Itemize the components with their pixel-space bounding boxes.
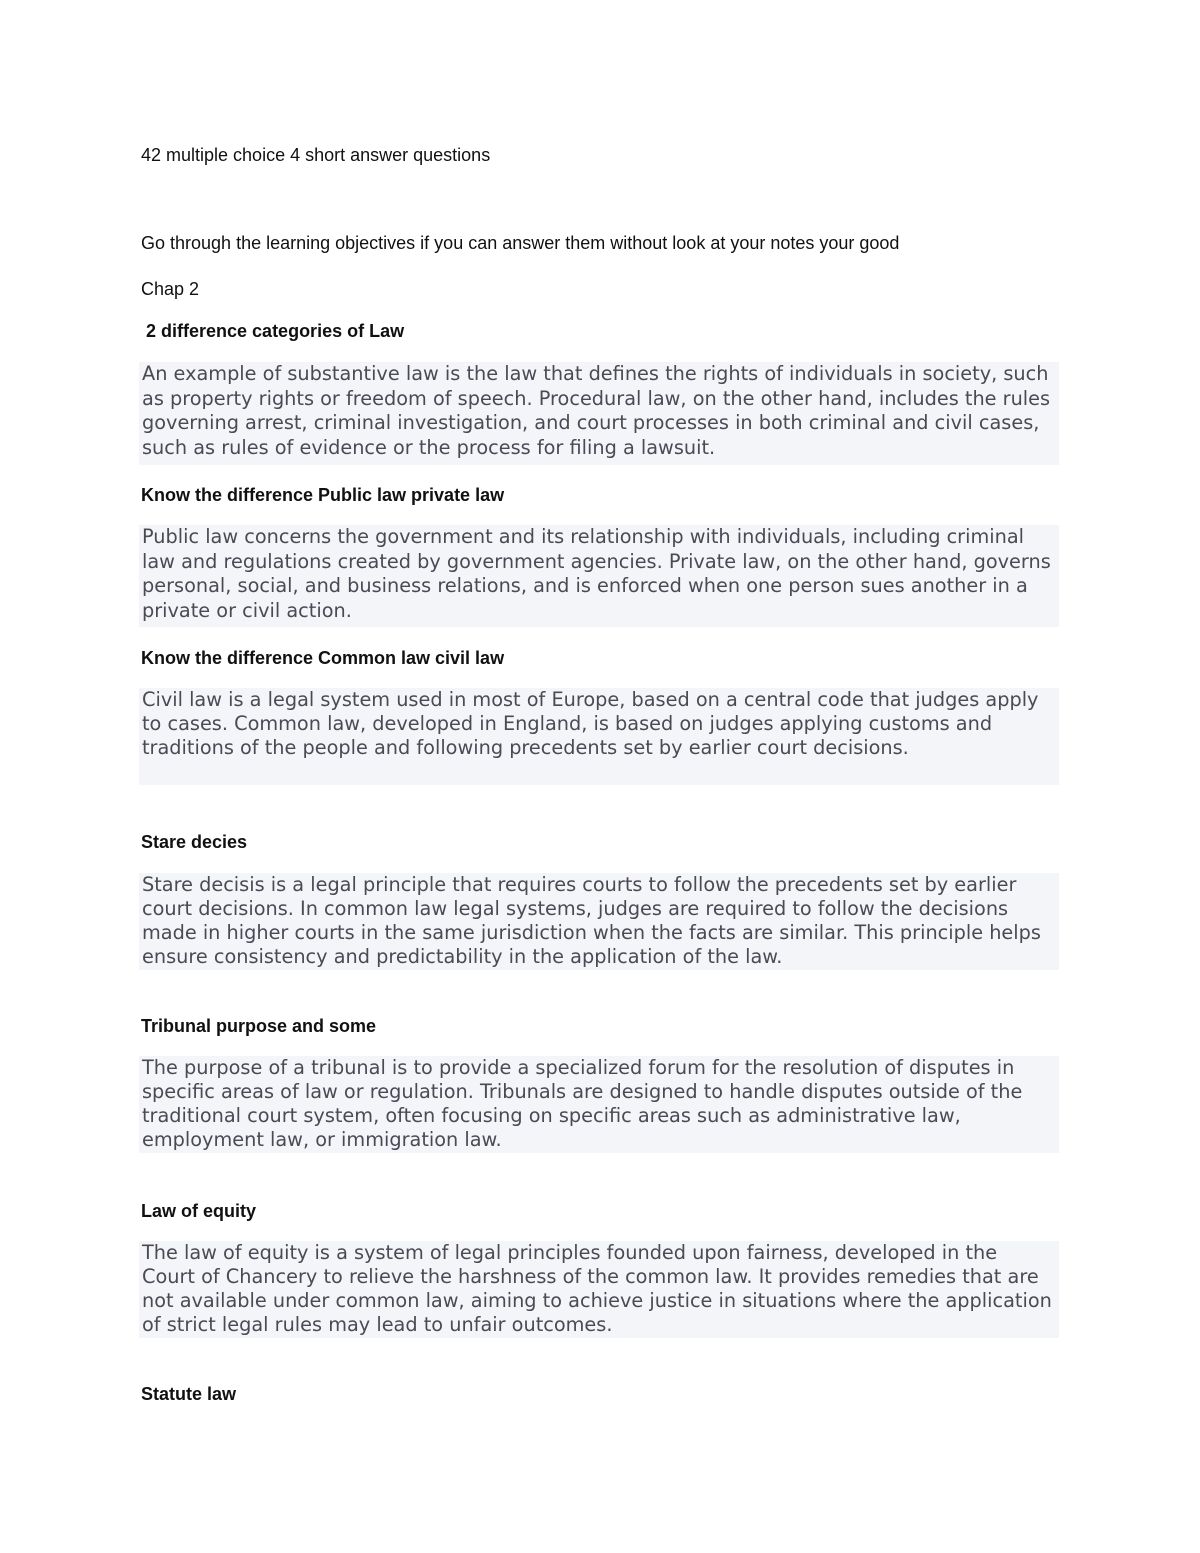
section-answer-stare-decisis: Stare decisis is a legal principle that requires courts to follow the precedents set by earlier court decisions. In common law legal systems, judges are required to follow the decisions made in higher courts in the same jurisdiction when the facts are similar. This principle helps ensure consistency and predictability in the application of the law. (139, 873, 1059, 970)
section-answer-equity: The law of equity is a system of legal principles founded upon fairness, developed in the Court of Chancery to relieve the harshness of the common law. It provides remedies that are not available under common law, aiming to achieve justice in situations where the application of strict legal rules may lead to unfair outcomes. (139, 1241, 1059, 1338)
section-heading-public-private: Know the difference Public law private law (141, 485, 505, 505)
section-heading-statute-law: Statute law (141, 1384, 237, 1404)
section-heading-stare-decisis: Stare decies (141, 832, 248, 852)
chapter-label: Chap 2 (141, 279, 200, 299)
section-answer-public-private: Public law concerns the government and its relationship with individuals, including criminal law and regulations created by government agencies. Private law, on the other hand, governs personal, social, and business relations, and is enforced when one person sues another in a private or civil action. (139, 525, 1059, 627)
exam-format-line: 42 multiple choice 4 short answer questions (141, 145, 491, 165)
section-answer-common-civil: Civil law is a legal system used in most of Europe, based on a central code that judges apply to cases. Common law, developed in England, is based on judges applying customs and traditions of the people and following precedents set by earlier court decisions. (139, 688, 1059, 785)
section-heading-categories: 2 difference categories of Law (141, 321, 405, 341)
section-heading-tribunal: Tribunal purpose and some (141, 1016, 377, 1036)
section-answer-categories: An example of substantive law is the law that defines the rights of individuals in society, such as property rights or freedom of speech. Procedural law, on the other hand, includes the rules governing arrest, criminal investigation, and court processes in both criminal and civil cases, such as rules of evidence or the process for filing a lawsuit. (139, 362, 1059, 465)
section-heading-common-civil: Know the difference Common law civil law (141, 648, 505, 668)
study-advice-line: Go through the learning objectives if you can answer them without look at your notes your good (141, 233, 900, 253)
section-heading-equity: Law of equity (141, 1201, 257, 1221)
section-answer-tribunal: The purpose of a tribunal is to provide a specialized forum for the resolution of disputes in specific areas of law or regulation. Tribunals are designed to handle disputes outside of the traditional court system, often focusing on specific areas such as administrative law, employment law, or immigration law. (139, 1056, 1059, 1153)
